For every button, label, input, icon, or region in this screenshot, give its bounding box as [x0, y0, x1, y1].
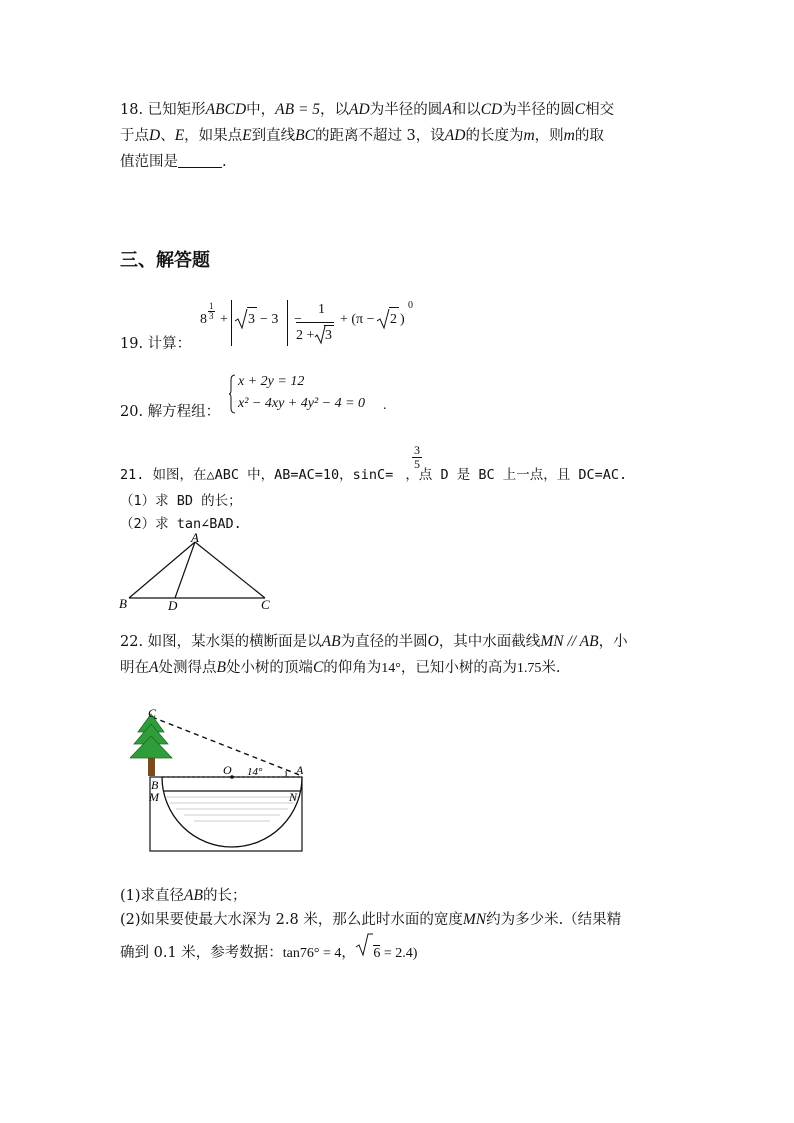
left-brace — [228, 374, 236, 414]
label-N: N — [289, 790, 298, 804]
exponent-fraction: 1 3 — [209, 301, 214, 321]
sqrt-sign — [355, 941, 373, 957]
equation-system: x + 2y = 12 x² − 4xy + 4y² − 4 = 0 . — [228, 372, 398, 418]
tree-icon — [130, 714, 172, 776]
q21-line1: 21. 如图，在△ABC 中，AB=AC=10，sinC= ，点 D 是 BC 上一点，且 DC=AC. — [120, 467, 628, 483]
answer-blank[interactable] — [178, 153, 222, 168]
sinC-fraction: 3 5 — [414, 443, 420, 471]
side-AC — [195, 542, 265, 598]
q22-part1: (1)求直径AB的长； — [120, 887, 247, 904]
equation-2: x² − 4xy + 4y² − 4 = 0 — [238, 396, 366, 411]
label-B: B — [151, 778, 159, 792]
label-angle: 14° — [247, 766, 263, 778]
water-hatching — [166, 797, 298, 821]
label-D: D — [168, 598, 178, 613]
fraction-bar — [296, 322, 334, 323]
sqrt-sign — [234, 308, 248, 330]
triangle-figure — [115, 530, 285, 614]
abs-bar-left — [231, 300, 232, 346]
q22-part3: 确到 0.1 米，参考数据：tan76° = 4， 6 = 2.4) — [120, 941, 417, 962]
q18-line1: 18. 已知矩形ABCD中，AB = 5，以AD为半径的圆A和以CD为半径的圆C相交 — [120, 101, 615, 118]
question-number: 18. — [120, 102, 144, 118]
q18-line3: 值范围是 . — [120, 154, 227, 170]
q19-label: 19. 计算： — [120, 336, 192, 352]
label-C: C — [261, 597, 270, 612]
q21-part2: （2）求 tan∠BAD. — [120, 516, 242, 532]
q21-part1: （1）求 BD 的长； — [120, 493, 242, 509]
label-M: M — [149, 790, 159, 804]
label-B: B — [119, 596, 127, 611]
label-A: A — [296, 763, 304, 777]
label-A: A — [191, 530, 199, 545]
q22-line1: 22. 如图，某水渠的横断面是以AB为直径的半圆O，其中水面截线MN // AB，小 — [120, 633, 628, 650]
equation-1: x + 2y = 12 — [238, 374, 305, 389]
channel-figure — [130, 700, 320, 860]
abs-bar-right — [287, 300, 288, 346]
semicircle-O — [162, 777, 302, 847]
q19-expression: 8 1 3 + 3 − 3 − 1 2 + 3 + (π − 2 ) 0 — [200, 300, 420, 350]
label-C: C — [148, 706, 157, 720]
sqrt-sign — [376, 308, 390, 330]
q18-line2: 于点D、E，如果点E到直线BC的距离不超过 3，设AD的长度为m，则m的取 — [120, 127, 604, 144]
section-heading: 三、解答题 — [120, 250, 210, 271]
q22-line2: 明在A处测得点B处小树的顶端C的仰角为14°，已知小树的高为1.75米. — [120, 659, 561, 676]
q20-label: 20. 解方程组： — [120, 404, 221, 420]
q22-part2: (2)如果要使最大水深为 2.8 米，那么此时水面的宽度MN约为多少米.（结果精 — [120, 911, 622, 928]
label-O: O — [223, 763, 232, 777]
